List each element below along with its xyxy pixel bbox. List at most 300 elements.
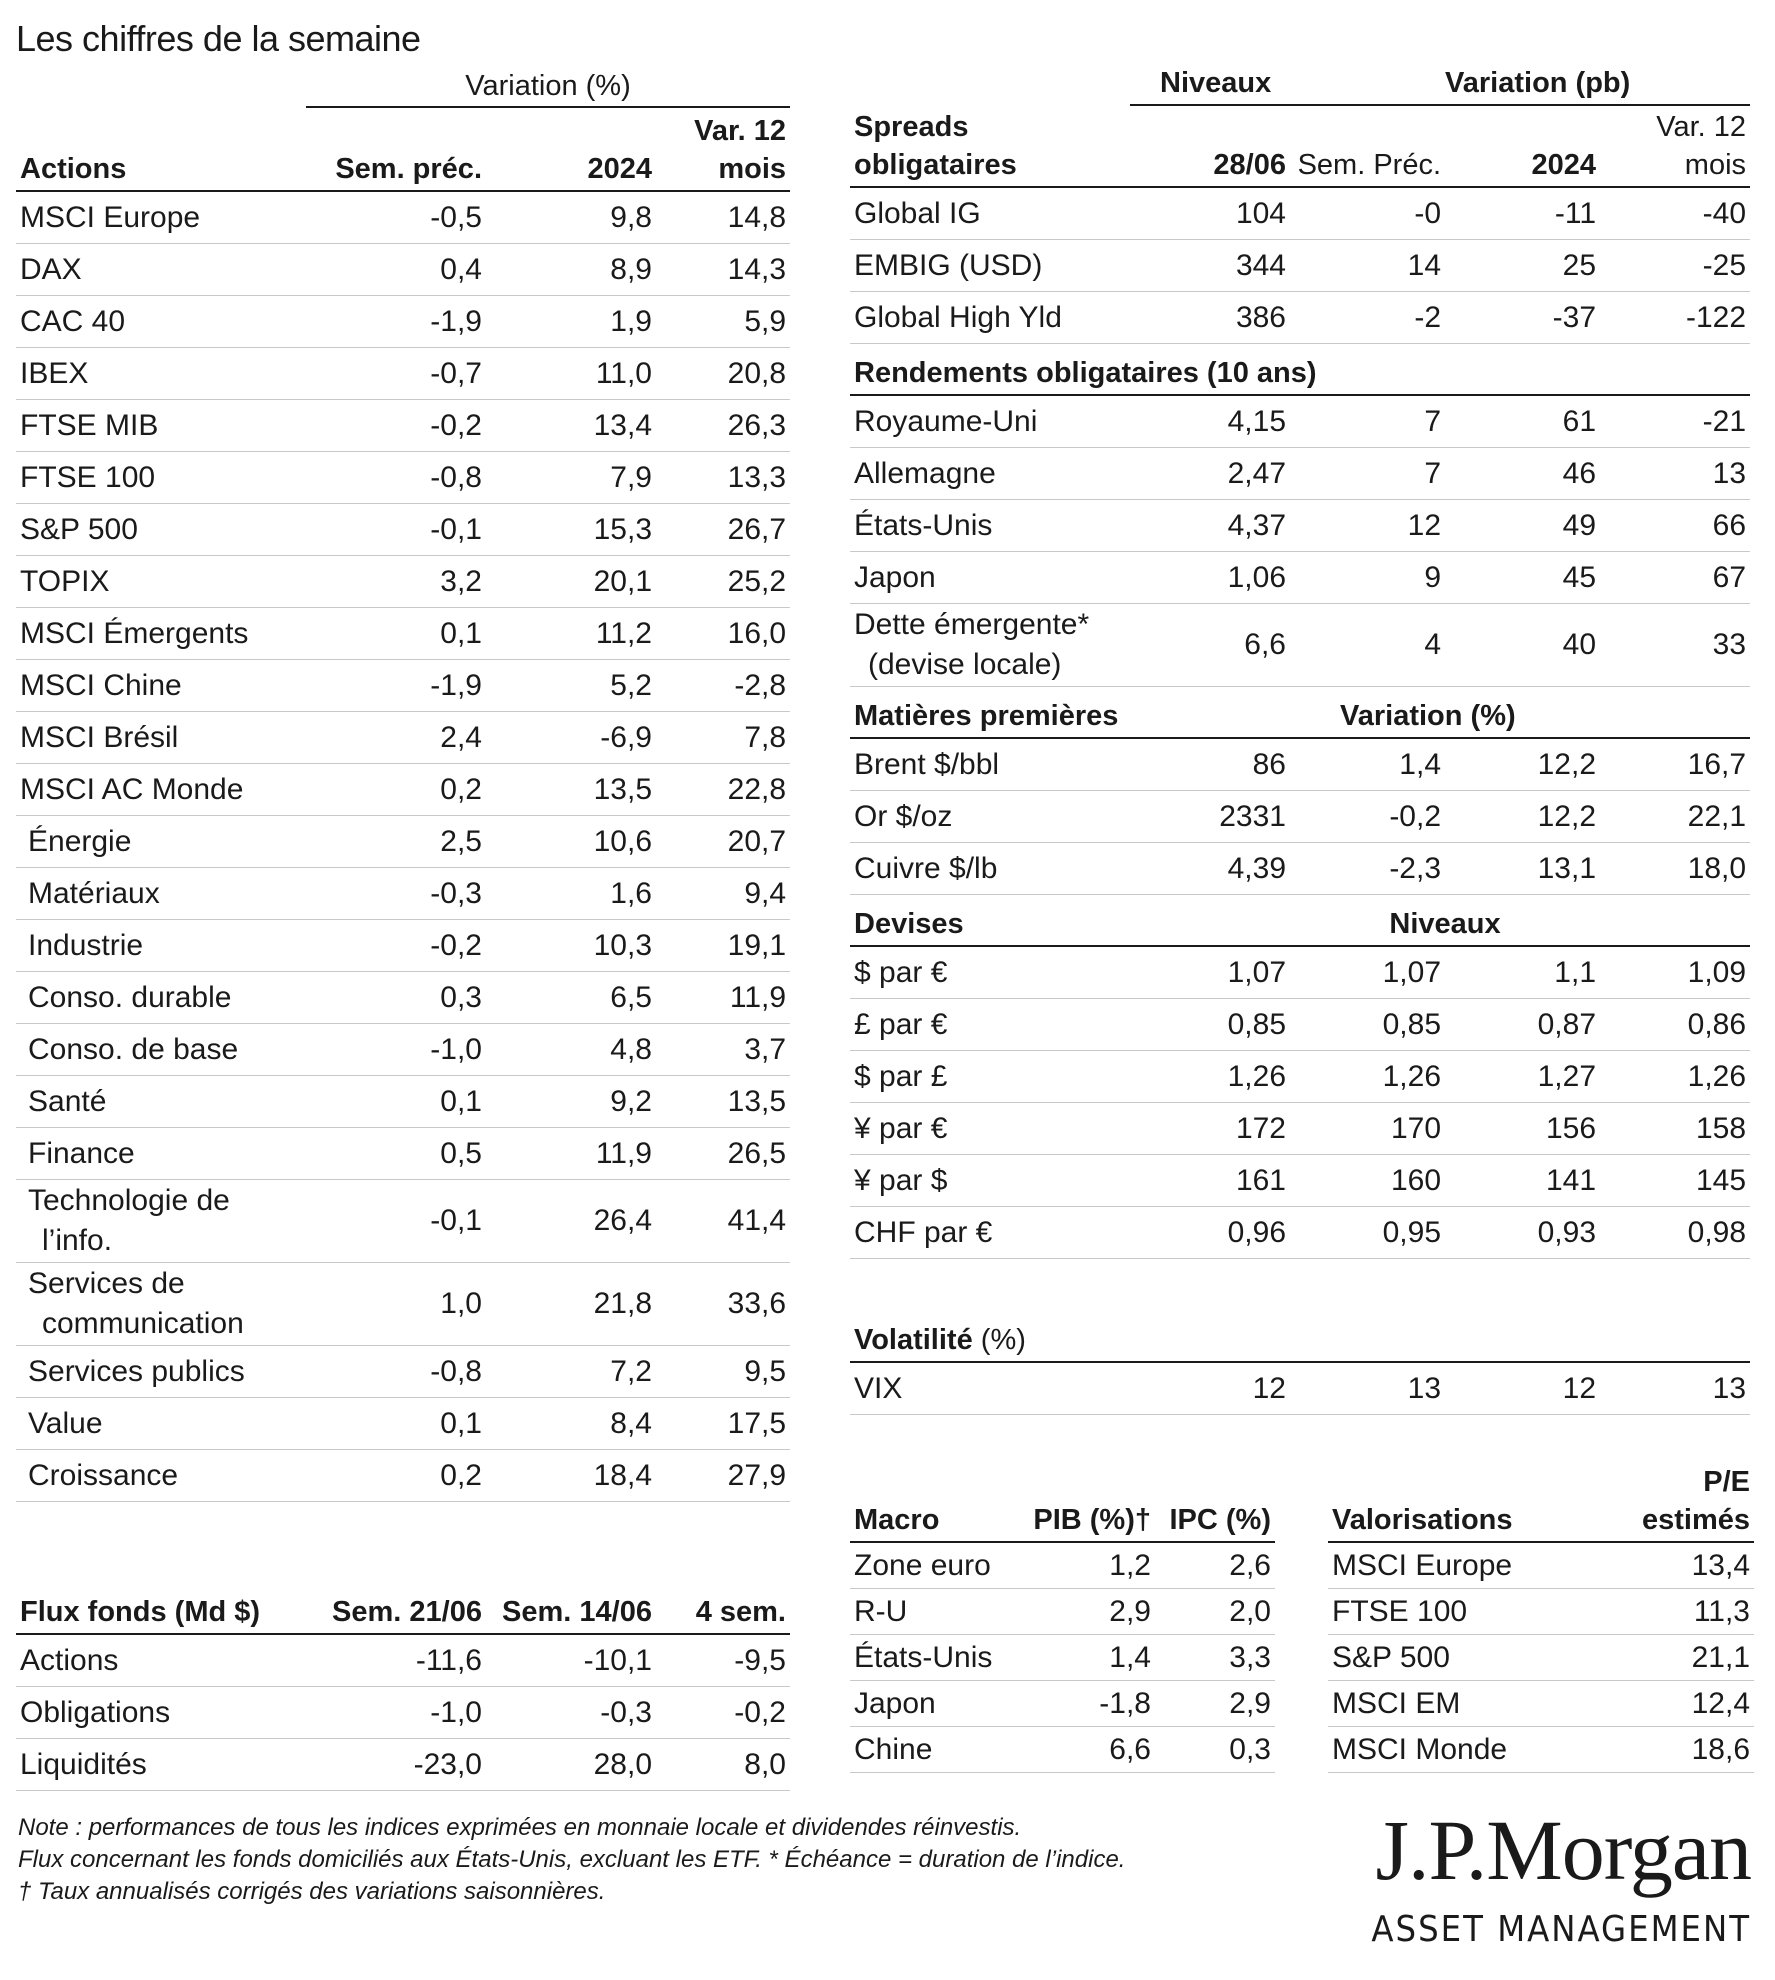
actions-group-header: Variation (%) xyxy=(306,66,790,107)
row-value: -0,2 xyxy=(306,920,486,972)
row-value: 86 xyxy=(1130,738,1290,791)
row-value: 66 xyxy=(1600,500,1750,552)
row-value: 14 xyxy=(1290,240,1445,292)
row-label: Japon xyxy=(850,1681,1025,1727)
flux-col-week1: Sem. 21/06 xyxy=(306,1548,486,1634)
table-row xyxy=(850,1051,1750,1103)
table-row xyxy=(850,1103,1750,1155)
devises-title: Devises xyxy=(850,895,1290,947)
row-value: 10,3 xyxy=(486,920,656,972)
row-value: 7,8 xyxy=(656,712,790,764)
table-row xyxy=(16,1180,790,1263)
row-value: 0,85 xyxy=(1290,999,1445,1051)
table-row xyxy=(16,920,790,972)
row-value: 0,93 xyxy=(1445,1207,1600,1259)
row-label: IBEX xyxy=(16,348,306,400)
spreads-col-12m: Var. 12 mois xyxy=(1600,105,1750,187)
valorisations-table xyxy=(1328,1460,1754,1773)
actions-panel xyxy=(16,66,790,1502)
devises-group: Niveaux xyxy=(1290,895,1600,947)
row-label: CAC 40 xyxy=(16,296,306,348)
row-value: 46 xyxy=(1445,448,1600,500)
row-value: -37 xyxy=(1445,292,1600,344)
row-value: 1,26 xyxy=(1290,1051,1445,1103)
row-value: 2,9 xyxy=(1155,1681,1275,1727)
row-value: 4,39 xyxy=(1130,843,1290,895)
row-label: Zone euro xyxy=(850,1542,1025,1589)
row-value: 10,6 xyxy=(486,816,656,868)
matieres-body xyxy=(850,738,1750,895)
table-row xyxy=(850,999,1750,1051)
row-label: VIX xyxy=(850,1362,1130,1415)
row-value: 6,6 xyxy=(1025,1727,1155,1773)
row-label: Actions xyxy=(16,1634,306,1687)
table-row xyxy=(16,244,790,296)
row-value: 7 xyxy=(1290,448,1445,500)
valorisations-body xyxy=(1328,1542,1754,1773)
row-label: FTSE 100 xyxy=(1328,1589,1584,1635)
row-value: 7 xyxy=(1290,395,1445,448)
row-value: 0,98 xyxy=(1600,1207,1750,1259)
table-row xyxy=(16,1739,790,1791)
jpmorgan-logo xyxy=(1371,1802,1751,1950)
table-row xyxy=(16,1450,790,1502)
spreads-group-variation: Variation (pb) xyxy=(1445,62,1750,105)
row-value: -0,7 xyxy=(306,348,486,400)
actions-col-week: Sem. préc. xyxy=(306,107,486,191)
row-value: 0,5 xyxy=(306,1128,486,1180)
row-value: 13,1 xyxy=(1445,843,1600,895)
row-value: 1,26 xyxy=(1600,1051,1750,1103)
table-row xyxy=(1328,1727,1754,1773)
table-row xyxy=(850,604,1750,687)
table-row xyxy=(16,191,790,244)
row-label: FTSE MIB xyxy=(16,400,306,452)
row-value: 12 xyxy=(1290,500,1445,552)
row-value: 9,2 xyxy=(486,1076,656,1128)
row-value: 20,7 xyxy=(656,816,790,868)
table-row xyxy=(850,791,1750,843)
row-value: 1,09 xyxy=(1600,946,1750,999)
row-value: 0,95 xyxy=(1290,1207,1445,1259)
row-value: 11,3 xyxy=(1584,1589,1754,1635)
row-value: -10,1 xyxy=(486,1634,656,1687)
row-value: 1,9 xyxy=(486,296,656,348)
row-value: 1,07 xyxy=(1290,946,1445,999)
spreads-col-level: 28/06 xyxy=(1130,105,1290,187)
row-value: 0,87 xyxy=(1445,999,1600,1051)
flux-table xyxy=(16,1548,790,1791)
table-row xyxy=(16,972,790,1024)
footnote-2: Flux concernant les fonds domiciliés aux États-Unis, excluant les ETF. * Échéance = duration de l’indice. xyxy=(18,1846,1126,1873)
table-row xyxy=(16,1263,790,1346)
row-value: 13,3 xyxy=(656,452,790,504)
row-label-line2: communication xyxy=(42,1307,244,1340)
row-value: 40 xyxy=(1445,604,1600,687)
row-value: 1,1 xyxy=(1445,946,1600,999)
row-value: 21,1 xyxy=(1584,1635,1754,1681)
row-value: 2,0 xyxy=(1155,1589,1275,1635)
row-label: Allemagne xyxy=(850,448,1130,500)
table-row xyxy=(850,1542,1275,1589)
row-label: MSCI Europe xyxy=(16,191,306,244)
row-label: Royaume-Uni xyxy=(850,395,1130,448)
table-row xyxy=(16,296,790,348)
row-value: 22,1 xyxy=(1600,791,1750,843)
row-value: 160 xyxy=(1290,1155,1445,1207)
row-label-line2: l’info. xyxy=(42,1224,113,1257)
row-value: 20,8 xyxy=(656,348,790,400)
table-row xyxy=(16,400,790,452)
table-row xyxy=(850,500,1750,552)
row-label: $ par £ xyxy=(850,1051,1130,1103)
matieres-section xyxy=(850,687,1750,739)
row-value: 1,06 xyxy=(1130,552,1290,604)
volatilite-body xyxy=(850,1362,1750,1415)
row-value: 5,9 xyxy=(656,296,790,348)
row-value: 170 xyxy=(1290,1103,1445,1155)
spreads-col-week: Sem. Préc. xyxy=(1290,105,1445,187)
row-value: 26,7 xyxy=(656,504,790,556)
volatilite-section xyxy=(850,1259,1750,1363)
table-row xyxy=(850,1727,1275,1773)
table-row xyxy=(850,738,1750,791)
row-value: -1,0 xyxy=(306,1024,486,1076)
row-value: -1,0 xyxy=(306,1687,486,1739)
row-value: 0,3 xyxy=(1155,1727,1275,1773)
table-row xyxy=(1328,1635,1754,1681)
table-row xyxy=(16,764,790,816)
row-value: 0,4 xyxy=(306,244,486,296)
row-value: -0,8 xyxy=(306,452,486,504)
row-value: 11,2 xyxy=(486,608,656,660)
table-row xyxy=(16,1128,790,1180)
row-value: 2,4 xyxy=(306,712,486,764)
row-value: 1,27 xyxy=(1445,1051,1600,1103)
actions-body xyxy=(16,191,790,1502)
row-value: 1,2 xyxy=(1025,1542,1155,1589)
row-value: -0,1 xyxy=(306,1180,486,1263)
rendements-title: Rendements obligataires (10 ans) xyxy=(850,344,1750,396)
row-value: 67 xyxy=(1600,552,1750,604)
row-label: Japon xyxy=(850,552,1130,604)
row-value: 0,1 xyxy=(306,608,486,660)
row-label: MSCI Europe xyxy=(1328,1542,1584,1589)
row-label-line1: Technologie de xyxy=(28,1184,230,1217)
row-value: 1,07 xyxy=(1130,946,1290,999)
row-value: 13,5 xyxy=(656,1076,790,1128)
row-label: ¥ par € xyxy=(850,1103,1130,1155)
row-value: 20,1 xyxy=(486,556,656,608)
row-value: 104 xyxy=(1130,187,1290,240)
page-title: Les chiffres de la semaine xyxy=(16,18,421,59)
row-value: 25,2 xyxy=(656,556,790,608)
row-value: 12 xyxy=(1130,1362,1290,1415)
row-value: 45 xyxy=(1445,552,1600,604)
row-value: 1,6 xyxy=(486,868,656,920)
row-label: Conso. durable xyxy=(16,972,306,1024)
row-value: 12,2 xyxy=(1445,738,1600,791)
row-value: 33 xyxy=(1600,604,1750,687)
row-value: 0,2 xyxy=(306,764,486,816)
row-label: Finance xyxy=(16,1128,306,1180)
flux-col-4w: 4 sem. xyxy=(656,1548,790,1634)
row-value: 14,8 xyxy=(656,191,790,244)
row-value: 3,7 xyxy=(656,1024,790,1076)
row-value: -0,8 xyxy=(306,1346,486,1398)
row-label: Services publics xyxy=(16,1346,306,1398)
row-label: Or $/oz xyxy=(850,791,1130,843)
macro-body xyxy=(850,1542,1275,1773)
row-value: 0,1 xyxy=(306,1398,486,1450)
row-value: -0 xyxy=(1290,187,1445,240)
row-value: 17,5 xyxy=(656,1398,790,1450)
table-row xyxy=(850,1155,1750,1207)
row-value: 13 xyxy=(1290,1362,1445,1415)
row-value: 7,9 xyxy=(486,452,656,504)
row-value: 2,6 xyxy=(1155,1542,1275,1589)
table-row xyxy=(16,1398,790,1450)
table-row xyxy=(1328,1589,1754,1635)
row-value: 13 xyxy=(1600,448,1750,500)
table-row xyxy=(850,843,1750,895)
row-value: 2,47 xyxy=(1130,448,1290,500)
row-value: 26,5 xyxy=(656,1128,790,1180)
row-value: 0,3 xyxy=(306,972,486,1024)
table-row xyxy=(850,448,1750,500)
row-label: Cuivre $/lb xyxy=(850,843,1130,895)
row-label: Santé xyxy=(16,1076,306,1128)
row-label: MSCI AC Monde xyxy=(16,764,306,816)
row-value: -2,3 xyxy=(1290,843,1445,895)
row-value: -11,6 xyxy=(306,1634,486,1687)
row-value: -0,3 xyxy=(306,868,486,920)
row-value: 11,9 xyxy=(656,972,790,1024)
rendements-body xyxy=(850,395,1750,687)
row-value: -1,8 xyxy=(1025,1681,1155,1727)
row-value: 18,4 xyxy=(486,1450,656,1502)
row-label: $ par € xyxy=(850,946,1130,999)
row-label: Croissance xyxy=(16,1450,306,1502)
row-value: 4,37 xyxy=(1130,500,1290,552)
row-label: TOPIX xyxy=(16,556,306,608)
row-value: 4 xyxy=(1290,604,1445,687)
row-value: 5,2 xyxy=(486,660,656,712)
flux-panel xyxy=(16,1548,790,1791)
actions-table xyxy=(16,66,790,1502)
row-label: Value xyxy=(16,1398,306,1450)
row-value: 2,5 xyxy=(306,816,486,868)
row-value: 41,4 xyxy=(656,1180,790,1263)
row-value: 158 xyxy=(1600,1103,1750,1155)
row-value: 344 xyxy=(1130,240,1290,292)
row-value: -9,5 xyxy=(656,1634,790,1687)
actions-col-ytd: 2024 xyxy=(486,107,656,191)
logo-brand: J.P.Morgan xyxy=(1375,1802,1751,1898)
row-value: 386 xyxy=(1130,292,1290,344)
row-value: -2,8 xyxy=(656,660,790,712)
row-value: -40 xyxy=(1600,187,1750,240)
spreads-col-label: Spreads obligataires xyxy=(850,105,1130,187)
row-label: Industrie xyxy=(16,920,306,972)
row-label: CHF par € xyxy=(850,1207,1130,1259)
row-value: 19,1 xyxy=(656,920,790,972)
row-value: 0,2 xyxy=(306,1450,486,1502)
table-row xyxy=(16,556,790,608)
row-value: -1,9 xyxy=(306,296,486,348)
row-label: Obligations xyxy=(16,1687,306,1739)
row-label: MSCI Monde xyxy=(1328,1727,1584,1773)
row-value: 11,9 xyxy=(486,1128,656,1180)
row-label: Conso. de base xyxy=(16,1024,306,1076)
row-value: -1,9 xyxy=(306,660,486,712)
row-value: 61 xyxy=(1445,395,1600,448)
rendements-section xyxy=(850,344,1750,396)
row-label-line1: Dette émergente* xyxy=(854,608,1090,641)
row-value: 1,4 xyxy=(1025,1635,1155,1681)
table-row xyxy=(1328,1681,1754,1727)
row-value: 2,9 xyxy=(1025,1589,1155,1635)
row-value: 1,4 xyxy=(1290,738,1445,791)
footnote-3: † Taux annualisés corrigés des variations saisonnières. xyxy=(18,1878,606,1905)
table-row xyxy=(850,240,1750,292)
table-row xyxy=(16,1687,790,1739)
row-value: 8,0 xyxy=(656,1739,790,1791)
row-value: 11,0 xyxy=(486,348,656,400)
row-value: 2331 xyxy=(1130,791,1290,843)
matieres-title: Matières premières xyxy=(850,687,1290,739)
row-label: Chine xyxy=(850,1727,1025,1773)
row-value: 28,0 xyxy=(486,1739,656,1791)
row-value: 6,5 xyxy=(486,972,656,1024)
row-label: EMBIG (USD) xyxy=(850,240,1130,292)
macro-col-ipc: IPC (%) xyxy=(1155,1460,1275,1542)
table-row xyxy=(850,395,1750,448)
macro-col-pib: PIB (%)† xyxy=(1025,1460,1155,1542)
row-value: 27,9 xyxy=(656,1450,790,1502)
row-label-line2: (devise locale) xyxy=(868,648,1062,681)
flux-body xyxy=(16,1634,790,1791)
table-row xyxy=(16,1346,790,1398)
row-value: 3,3 xyxy=(1155,1635,1275,1681)
row-value: -0,2 xyxy=(306,400,486,452)
row-value: 161 xyxy=(1130,1155,1290,1207)
spreads-group-niveaux: Niveaux xyxy=(1130,62,1445,105)
macro-panel xyxy=(850,1460,1275,1773)
table-row xyxy=(16,608,790,660)
row-value: 21,8 xyxy=(486,1263,656,1346)
footnotes xyxy=(18,1812,1218,1908)
table-row xyxy=(850,946,1750,999)
row-label: États-Unis xyxy=(850,500,1130,552)
row-value: 16,0 xyxy=(656,608,790,660)
table-row xyxy=(850,1362,1750,1415)
row-value: 26,3 xyxy=(656,400,790,452)
row-value: -0,1 xyxy=(306,504,486,556)
table-row xyxy=(1328,1542,1754,1589)
row-value: 13 xyxy=(1600,1362,1750,1415)
table-row xyxy=(16,816,790,868)
table-row xyxy=(850,292,1750,344)
row-value: 33,6 xyxy=(656,1263,790,1346)
matieres-group: Variation (%) xyxy=(1290,687,1750,739)
table-row xyxy=(850,187,1750,240)
row-label: Énergie xyxy=(16,816,306,868)
row-value: 13,4 xyxy=(1584,1542,1754,1589)
row-value: 0,85 xyxy=(1130,999,1290,1051)
volatilite-title: Volatilité xyxy=(854,1324,973,1356)
row-value: 0,86 xyxy=(1600,999,1750,1051)
row-label: Brent $/bbl xyxy=(850,738,1130,791)
row-value: 9,4 xyxy=(656,868,790,920)
table-row xyxy=(16,712,790,764)
row-value: 4,15 xyxy=(1130,395,1290,448)
valorisations-panel xyxy=(1328,1460,1754,1773)
row-value: 13,5 xyxy=(486,764,656,816)
row-label: ¥ par $ xyxy=(850,1155,1130,1207)
row-value: 12,2 xyxy=(1445,791,1600,843)
row-label: MSCI Brésil xyxy=(16,712,306,764)
row-value: 22,8 xyxy=(656,764,790,816)
row-label: Matériaux xyxy=(16,868,306,920)
row-label: Global IG xyxy=(850,187,1130,240)
table-row xyxy=(16,868,790,920)
row-label: R-U xyxy=(850,1589,1025,1635)
bonds-panel xyxy=(850,62,1750,1415)
row-value: -0,3 xyxy=(486,1687,656,1739)
row-value: 26,4 xyxy=(486,1180,656,1263)
table-row xyxy=(16,348,790,400)
row-value: 12 xyxy=(1445,1362,1600,1415)
table-row xyxy=(16,660,790,712)
bonds-table xyxy=(850,62,1750,1415)
table-row xyxy=(850,1207,1750,1259)
actions-col-label: Actions xyxy=(16,107,306,191)
row-label: MSCI Émergents xyxy=(16,608,306,660)
row-value: 141 xyxy=(1445,1155,1600,1207)
row-label: MSCI Chine xyxy=(16,660,306,712)
row-value: 13,4 xyxy=(486,400,656,452)
row-label: FTSE 100 xyxy=(16,452,306,504)
row-value: 9,5 xyxy=(656,1346,790,1398)
row-value: -122 xyxy=(1600,292,1750,344)
actions-col-12m: Var. 12 mois xyxy=(656,107,790,191)
row-value: -0,2 xyxy=(656,1687,790,1739)
row-value: 1,26 xyxy=(1130,1051,1290,1103)
row-value: 9 xyxy=(1290,552,1445,604)
footnote-1: Note : performances de tous les indices exprimées en monnaie locale et dividendes réinvestis. xyxy=(18,1814,1022,1841)
row-label: États-Unis xyxy=(850,1635,1025,1681)
valorisations-col-label: Valorisations xyxy=(1328,1460,1584,1542)
row-value: 0,1 xyxy=(306,1076,486,1128)
row-value: 6,6 xyxy=(1130,604,1290,687)
row-value: 18,0 xyxy=(1600,843,1750,895)
row-value: 0,96 xyxy=(1130,1207,1290,1259)
table-row xyxy=(850,1635,1275,1681)
row-label: S&P 500 xyxy=(1328,1635,1584,1681)
table-row xyxy=(16,1634,790,1687)
row-value: -21 xyxy=(1600,395,1750,448)
row-value: 14,3 xyxy=(656,244,790,296)
row-label xyxy=(850,604,1130,687)
row-value: 4,8 xyxy=(486,1024,656,1076)
macro-col-label: Macro xyxy=(850,1460,1025,1542)
table-row xyxy=(16,1076,790,1128)
row-value: -23,0 xyxy=(306,1739,486,1791)
row-value: 12,4 xyxy=(1584,1681,1754,1727)
row-label: £ par € xyxy=(850,999,1130,1051)
row-value: -6,9 xyxy=(486,712,656,764)
